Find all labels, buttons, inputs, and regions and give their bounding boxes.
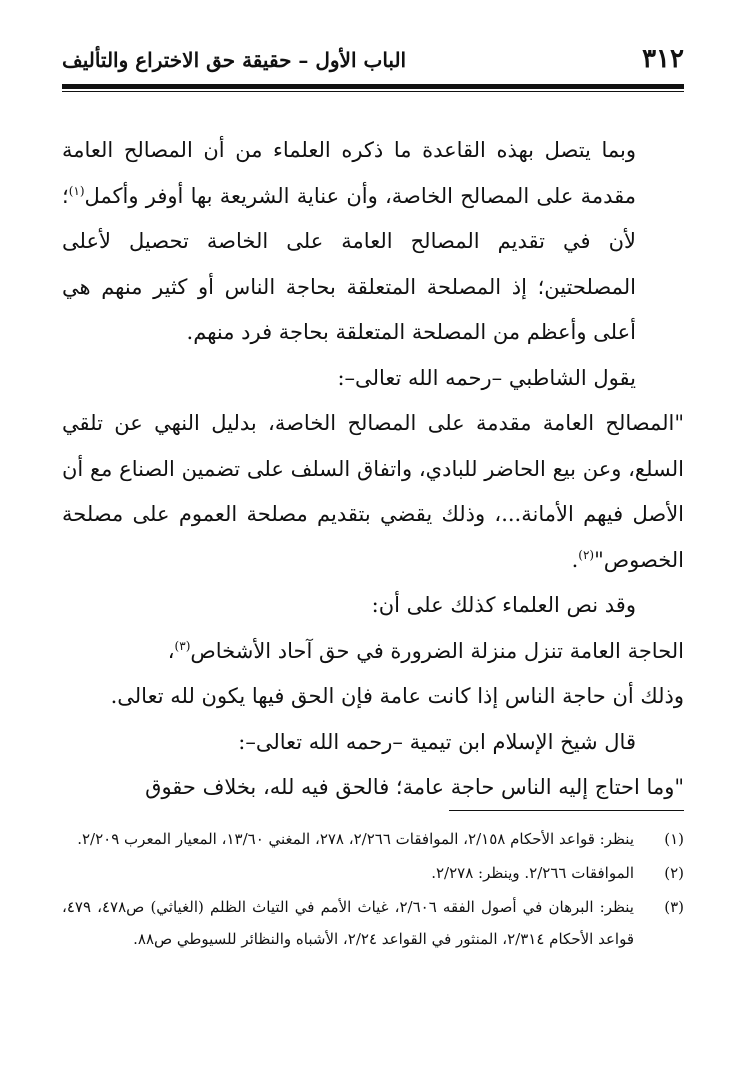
- footnote-ref-1[interactable]: (١): [68, 183, 85, 198]
- paragraph-6: وذلك أن حاجة الناس إذا كانت عامة فإن الحق فيها يكون لله تعالى.: [110, 684, 684, 708]
- footnote-3: [62, 891, 684, 955]
- footnote-number: (٣): [664, 898, 684, 916]
- paragraph-5: الحاجة العامة تنزل منزلة الضرورة في حق آحاد الأشخاص$^{(٣)}$،: [167, 638, 684, 663]
- footnote-number: (١): [664, 830, 684, 848]
- main-text: [62, 128, 684, 811]
- footnote-ref-2[interactable]: (٢): [578, 547, 595, 562]
- footnote-1: [62, 823, 684, 855]
- footnote-number: (٢): [664, 864, 684, 882]
- paragraph-7: قال شيخ الإسلام ابن تيمية –رحمه الله تعالى–:: [238, 729, 636, 754]
- footnote-separator: [449, 810, 684, 811]
- paragraph-2: يقول الشاطبي –رحمه الله تعالى–:: [337, 365, 636, 390]
- header-rule-thick: [62, 84, 684, 89]
- quote-ibn-taymiyya: "وما احتاج إليه الناس حاجة عامة؛ فالحق فيه لله، بخلاف حقوق: [145, 775, 684, 799]
- footnote-ref-3[interactable]: (٣): [174, 638, 191, 653]
- footnote-text: ينظر: قواعد الأحكام ٢/١٥٨، الموافقات ٢/٢٦٦، ٢٧٨، المغني ١٣/٦٠، المعيار المعرب ٢/٢٠٩.: [77, 830, 634, 848]
- header-rule-thin: [62, 91, 684, 92]
- page-number: ٣١٢: [642, 44, 684, 74]
- footnotes: [62, 823, 684, 955]
- page-header: [62, 42, 684, 82]
- footnote-text: ينظر: البرهان في أصول الفقه ٢/٦٠٦، غياث الأمم في التياث الظلم (الغياثي) ص٤٧٨، ٤٧٩، قواعد الأحكام ٢/٣١٤، المنثور في القواعد ٢/٢٤، الأشباه والنظائر للسيوطي ص٨٨.: [62, 898, 634, 948]
- paragraph-1: وبما يتصل بهذه القاعدة ما ذكره العلماء من أن المصالح العامة مقدمة على المصالح الخاصة، وأن عناية الشريعة بها أوفر وأكمل$^{(١)}$؛ لأن في تقديم المصالح العامة على الخاصة تحصيل لأعلى المصلحتين؛ إذ المصلحة المتعلقة بحاجة الناس أو كثير منهم هي أعلى وأعظم من المصلحة المتعلقة بحاجة فرد منهم.: [62, 138, 636, 344]
- paragraph-4: وقد نص العلماء كذلك على أن:: [371, 593, 636, 617]
- quote-shatibi: "المصالح العامة مقدمة على المصالح الخاصة، بدليل النهي عن تلقي السلع، وعن بيع الحاضر للبادي، واتفاق السلف على تضمين الصناع مع أن الأصل فيهم الأمانة...، وذلك يقضي بتقديم مصلحة العموم على مصلحة الخصوص"$^{(٢)}$.: [62, 411, 684, 572]
- footnote-2: [62, 857, 684, 889]
- footnote-text: الموافقات ٢/٢٦٦. وينظر: ٢/٢٧٨.: [431, 864, 634, 882]
- running-title: الباب الأول – حقيقة حق الاختراع والتأليف: [62, 48, 407, 72]
